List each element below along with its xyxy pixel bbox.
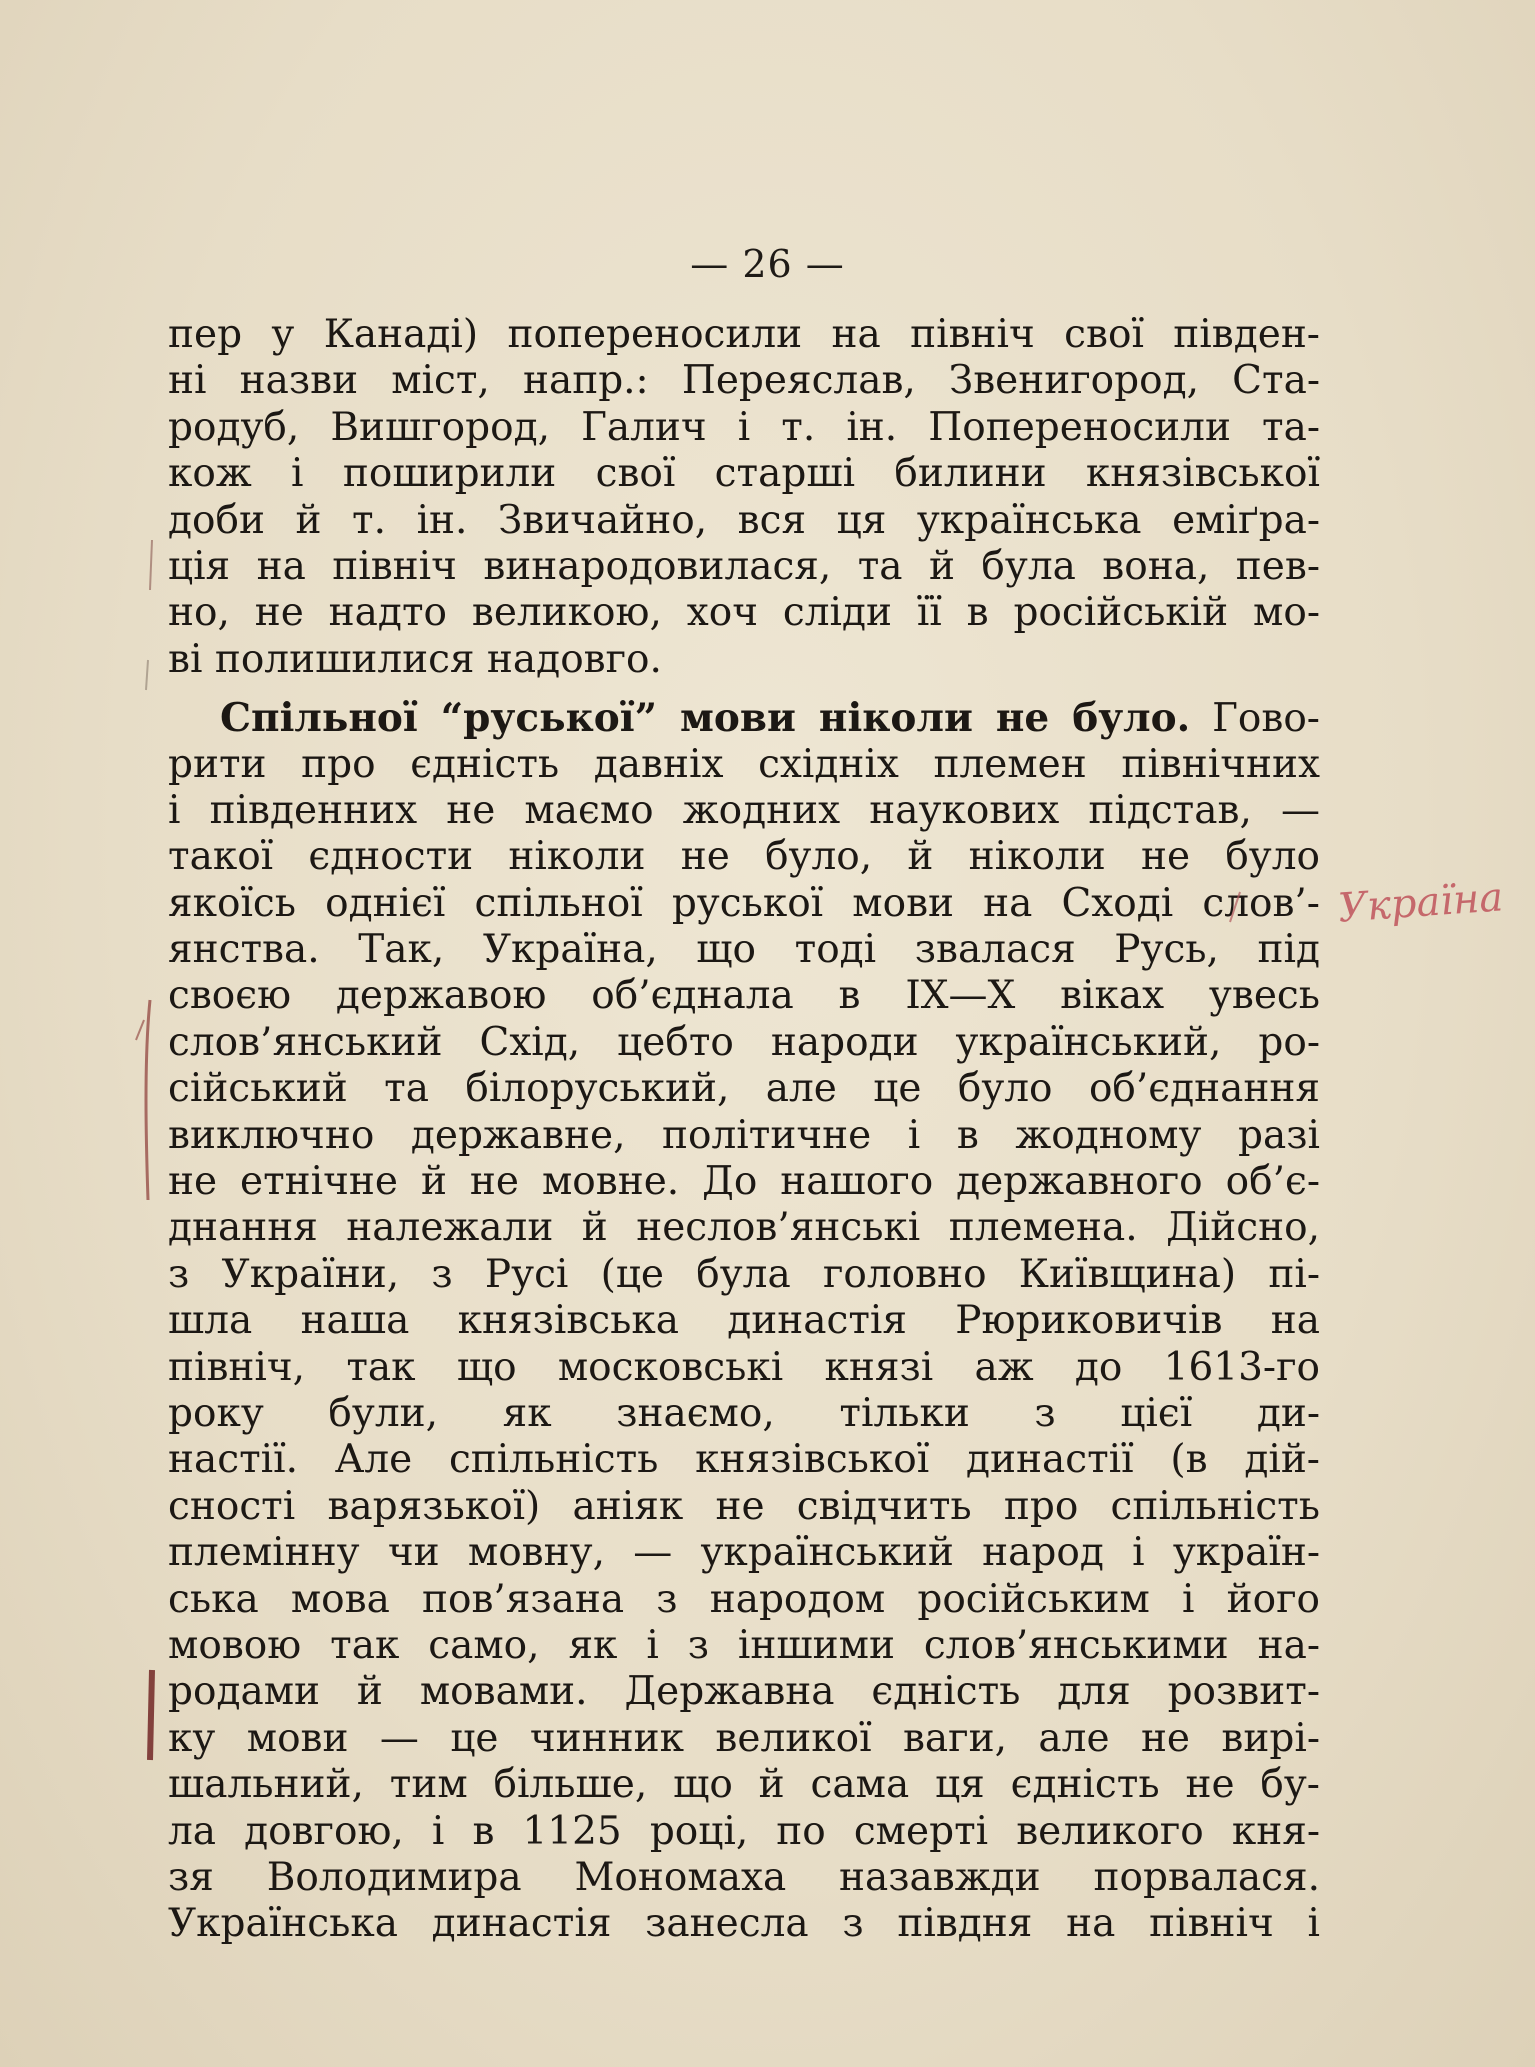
text-line: ла довгою, і в 1125 році, по смерті великого кня- bbox=[168, 1808, 1320, 1854]
text-line: і південних не маємо жодних наукових підстав, — bbox=[168, 787, 1320, 833]
text-line: кож і поширили свої старші билини князівської bbox=[168, 451, 1320, 497]
text-line: рити про єдність давніх східніх племен північних bbox=[168, 741, 1320, 787]
paragraph-heading-line bbox=[168, 695, 1320, 741]
text-line: мовою так само, як і з іншими слов’янськими на- bbox=[168, 1622, 1320, 1668]
text-line: днання належали й неслов’янські племена. Дійсно, bbox=[168, 1205, 1320, 1251]
margin-note: Україна bbox=[1336, 874, 1505, 932]
body-text bbox=[168, 312, 1320, 1948]
text-line: Українська династія занесла з півдня на північ і bbox=[168, 1901, 1320, 1947]
text-line: пер у Канаді) попереносили на північ свої півден- bbox=[168, 312, 1320, 357]
text-line: північ, так що московські князі аж до 1613-го bbox=[168, 1344, 1320, 1390]
section-heading: Спільної “руської” мови ніколи не було. bbox=[220, 695, 1191, 742]
text-line: ку мови — це чинник великої ваги, але не вирі- bbox=[168, 1715, 1320, 1761]
text-line: сності варязької) аніяк не свідчить про спільність bbox=[168, 1483, 1320, 1529]
text-line: своєю державою об’єднала в IX—X віках увесь bbox=[168, 973, 1320, 1019]
text-line: но, не надто великою, хоч сліди її в російській мо- bbox=[168, 590, 1320, 636]
text-line: шальний, тим більше, що й сама ця єдність не бу- bbox=[168, 1762, 1320, 1808]
text-line: з України, з Русі (це була головно Київщина) пі- bbox=[168, 1251, 1320, 1297]
text-line: шла наша князівська династія Рюриковичів на bbox=[168, 1298, 1320, 1344]
margin-pencil-marks bbox=[130, 500, 170, 1800]
text-line: настії. Але спільність князівської династії (в дій- bbox=[168, 1437, 1320, 1483]
text-line: ція на північ винародовилася, та й була вона, пев- bbox=[168, 543, 1320, 589]
text-line: такої єдности ніколи не було, й ніколи не було bbox=[168, 834, 1320, 880]
text-line: виключно державне, політичне і в жодному разі bbox=[168, 1112, 1320, 1158]
text-line: якоїсь однієї спільної руської мови на Сході слов’- bbox=[168, 880, 1320, 926]
text-line: сійський та білоруський, але це було об’єднання bbox=[168, 1066, 1320, 1112]
text-line: племінну чи мовну, — український народ і україн- bbox=[168, 1530, 1320, 1576]
text-line: доби й т. ін. Звичайно, вся ця українська еміґра- bbox=[168, 497, 1320, 543]
heading-continuation: Гово- bbox=[1190, 696, 1320, 742]
text-line: родуб, Вишгород, Галич і т. ін. Попереносили та- bbox=[168, 404, 1320, 450]
text-line: року були, як знаємо, тільки з цієї ди- bbox=[168, 1390, 1320, 1436]
text-line: ві полишилися надовго. bbox=[168, 636, 662, 682]
text-line: слов’янський Схід, цебто народи український, ро- bbox=[168, 1019, 1320, 1065]
text-line: ська мова пов’язана з народом російським і його bbox=[168, 1576, 1320, 1622]
text-line: не етнічне й не мовне. До нашого державного об’є- bbox=[168, 1159, 1320, 1205]
page-number: — 26 — bbox=[690, 242, 845, 286]
pencil-tick bbox=[1220, 888, 1250, 928]
text-line: родами й мовами. Державна єдність для розвит- bbox=[168, 1669, 1320, 1715]
text-line: янства. Так, Україна, що тоді звалася Русь, під bbox=[168, 927, 1320, 973]
text-line: зя Володимира Мономаха назавжди порвалася. bbox=[168, 1854, 1320, 1900]
text-line: ні назви міст, напр.: Переяслав, Звенигород, Ста- bbox=[168, 358, 1320, 404]
